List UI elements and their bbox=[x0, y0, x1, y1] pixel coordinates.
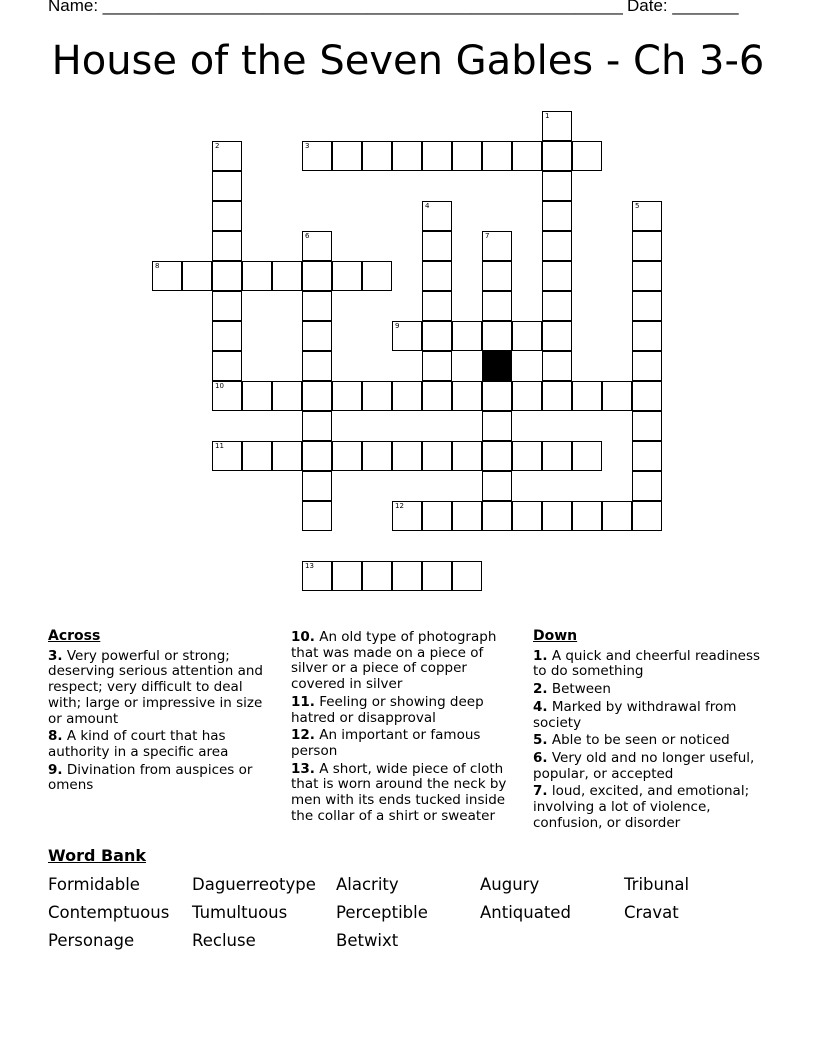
grid-cell[interactable] bbox=[302, 291, 332, 321]
grid-cell[interactable] bbox=[452, 381, 482, 411]
clue-number: 2. bbox=[533, 681, 548, 698]
grid-cell[interactable] bbox=[482, 411, 512, 441]
grid-cell[interactable] bbox=[572, 141, 602, 171]
grid-cell[interactable] bbox=[542, 501, 572, 531]
grid-cell[interactable] bbox=[242, 261, 272, 291]
clue-across-9 bbox=[48, 763, 280, 794]
clue-across-12 bbox=[291, 728, 521, 759]
grid-cell[interactable] bbox=[542, 111, 572, 141]
grid-cell[interactable] bbox=[422, 381, 452, 411]
clue-number: 1. bbox=[533, 647, 548, 664]
clue-number-label: 13 bbox=[305, 562, 314, 570]
grid-cell[interactable] bbox=[542, 201, 572, 231]
grid-cell[interactable] bbox=[512, 441, 542, 471]
grid-cell[interactable] bbox=[482, 471, 512, 501]
clue-number-label: 6 bbox=[305, 232, 310, 240]
grid-cell[interactable] bbox=[512, 501, 542, 531]
grid-cell[interactable] bbox=[602, 501, 632, 531]
word-bank-item: Tumultuous bbox=[192, 903, 288, 922]
clue-number: 10. bbox=[291, 629, 315, 645]
grid-cell[interactable] bbox=[452, 141, 482, 171]
grid-cell[interactable] bbox=[632, 261, 662, 291]
clue-down-6 bbox=[533, 751, 769, 782]
grid-cell[interactable] bbox=[242, 441, 272, 471]
grid-cell[interactable] bbox=[422, 441, 452, 471]
grid-cell[interactable] bbox=[422, 351, 452, 381]
word-bank-item: Tribunal bbox=[624, 875, 690, 894]
clue-number: 9. bbox=[48, 761, 63, 778]
grid-cell[interactable] bbox=[302, 411, 332, 441]
word-bank-item: Alacrity bbox=[336, 875, 399, 894]
word-bank-item: Personage bbox=[48, 931, 135, 950]
grid-cell[interactable] bbox=[632, 231, 662, 261]
clue-text: An old type of photograph that was made on a piece of silver or a piece of copper covered in silver bbox=[291, 629, 497, 693]
grid-cell[interactable] bbox=[392, 561, 422, 591]
grid-cell[interactable] bbox=[422, 201, 452, 231]
clue-text: Very old and no longer useful, popular, or accepted bbox=[533, 749, 755, 782]
grid-cell[interactable] bbox=[632, 411, 662, 441]
clue-down-5 bbox=[533, 733, 769, 749]
word-bank-heading: Word Bank bbox=[48, 846, 147, 865]
grid-cell[interactable] bbox=[272, 261, 302, 291]
grid-cell[interactable] bbox=[302, 321, 332, 351]
clue-number-label: 7 bbox=[485, 232, 490, 240]
grid-cell[interactable] bbox=[212, 441, 242, 471]
clue-across-11 bbox=[291, 695, 521, 726]
grid-cell[interactable] bbox=[452, 441, 482, 471]
grid-cell[interactable] bbox=[332, 381, 362, 411]
grid-cell[interactable] bbox=[482, 231, 512, 261]
clue-across-8 bbox=[48, 729, 280, 760]
clue-across-10 bbox=[291, 630, 521, 693]
clue-number-label: 12 bbox=[395, 502, 404, 510]
grid-cell[interactable] bbox=[632, 471, 662, 501]
grid-cell[interactable] bbox=[302, 261, 332, 291]
word-bank-item: Perceptible bbox=[336, 903, 428, 922]
grid-cell[interactable] bbox=[452, 321, 482, 351]
grid-cell[interactable] bbox=[422, 501, 452, 531]
clue-number-label: 3 bbox=[305, 142, 310, 150]
clue-down-4 bbox=[533, 700, 769, 731]
word-bank-item: Daguerreotype bbox=[192, 875, 316, 894]
clue-down-2 bbox=[533, 682, 769, 698]
clue-text: An important or famous person bbox=[291, 727, 481, 759]
grid-cell[interactable] bbox=[422, 231, 452, 261]
grid-cell[interactable] bbox=[302, 231, 332, 261]
grid-cell[interactable] bbox=[212, 291, 242, 321]
grid-cell[interactable] bbox=[362, 561, 392, 591]
date-label: Date: _______ bbox=[627, 0, 739, 15]
grid-cell[interactable] bbox=[632, 201, 662, 231]
grid-cell[interactable] bbox=[212, 231, 242, 261]
grid-cell[interactable] bbox=[152, 261, 182, 291]
grid-cell[interactable] bbox=[482, 501, 512, 531]
grid-cell[interactable] bbox=[632, 291, 662, 321]
grid-cell[interactable] bbox=[302, 471, 332, 501]
grid-cell[interactable] bbox=[392, 321, 422, 351]
grid-cell[interactable] bbox=[542, 351, 572, 381]
grid-cell[interactable] bbox=[632, 321, 662, 351]
grid-cell[interactable] bbox=[212, 171, 242, 201]
grid-cell[interactable] bbox=[572, 501, 602, 531]
grid-cell[interactable] bbox=[212, 201, 242, 231]
grid-cell[interactable] bbox=[422, 261, 452, 291]
grid-cell[interactable] bbox=[482, 441, 512, 471]
grid-cell[interactable] bbox=[422, 321, 452, 351]
grid-cell[interactable] bbox=[302, 141, 332, 171]
grid-cell[interactable] bbox=[392, 141, 422, 171]
clue-number-label: 1 bbox=[545, 112, 550, 120]
grid-cell[interactable] bbox=[632, 501, 662, 531]
grid-cell[interactable] bbox=[272, 441, 302, 471]
clue-text: Able to be seen or noticed bbox=[551, 732, 730, 749]
clue-text: Between bbox=[551, 681, 611, 698]
clue-text: loud, excited, and emotional; involving a lot of violence, confusion, or disorder bbox=[533, 783, 750, 831]
page-title: House of the Seven Gables - Ch 3-6 bbox=[51, 38, 765, 84]
grid-cell[interactable] bbox=[392, 501, 422, 531]
word-bank-item: Recluse bbox=[192, 931, 256, 950]
clue-number: 5. bbox=[533, 732, 548, 749]
grid-cell[interactable] bbox=[542, 171, 572, 201]
grid-cell[interactable] bbox=[392, 381, 422, 411]
clue-text: A kind of court that has authority in a specific area bbox=[48, 728, 229, 760]
grid-cell[interactable] bbox=[212, 261, 242, 291]
clue-number-label: 9 bbox=[395, 322, 400, 330]
grid-cell[interactable] bbox=[482, 261, 512, 291]
grid-cell[interactable] bbox=[542, 261, 572, 291]
grid-cell[interactable] bbox=[482, 291, 512, 321]
across-clues-col-2 bbox=[291, 630, 521, 826]
grid-cell[interactable] bbox=[512, 321, 542, 351]
grid-cell[interactable] bbox=[362, 381, 392, 411]
grid-cell[interactable] bbox=[182, 261, 212, 291]
clue-text: Divination from auspices or omens bbox=[48, 761, 253, 794]
grid-cell[interactable] bbox=[542, 381, 572, 411]
across-clues-col-1 bbox=[48, 629, 280, 796]
clue-number: 6. bbox=[533, 749, 548, 766]
grid-cell[interactable] bbox=[212, 351, 242, 381]
clue-text: Very powerful or strong; deserving serious attention and respect; very difficult to deal with; large or impressive in size or amount bbox=[48, 647, 263, 727]
grid-cell[interactable] bbox=[212, 381, 242, 411]
name-label: Name: _______________________________________________________ bbox=[48, 0, 623, 15]
grid-cell[interactable] bbox=[332, 561, 362, 591]
clue-number-label: 11 bbox=[215, 442, 224, 450]
grid-cell[interactable] bbox=[422, 291, 452, 321]
grid-cell[interactable] bbox=[242, 381, 272, 411]
grid-cell[interactable] bbox=[542, 231, 572, 261]
grid-cell[interactable] bbox=[452, 501, 482, 531]
grid-cell[interactable] bbox=[482, 141, 512, 171]
grid-cell[interactable] bbox=[632, 351, 662, 381]
grid-cell[interactable] bbox=[332, 441, 362, 471]
grid-cell[interactable] bbox=[212, 141, 242, 171]
grid-cell[interactable] bbox=[482, 321, 512, 351]
grid-cell[interactable] bbox=[302, 441, 332, 471]
clue-number: 3. bbox=[48, 647, 63, 664]
grid-cell[interactable] bbox=[212, 321, 242, 351]
clue-number: 7. bbox=[533, 783, 548, 800]
clue-number: 12. bbox=[291, 727, 315, 744]
grid-cell[interactable] bbox=[482, 381, 512, 411]
clue-text: Marked by withdrawal from society bbox=[533, 698, 737, 731]
clue-text: A quick and cheerful readiness to do something bbox=[533, 647, 761, 680]
down-heading: Down bbox=[533, 628, 578, 644]
grid-cell[interactable] bbox=[392, 441, 422, 471]
clue-number-label: 5 bbox=[635, 202, 640, 210]
clue-number: 13. bbox=[291, 760, 315, 777]
clue-text: A short, wide piece of cloth that is worn around the neck by men with its ends tucked inside the collar of a shirt or sweater bbox=[291, 760, 507, 824]
word-bank-item: Augury bbox=[480, 875, 540, 894]
grid-cell[interactable] bbox=[302, 351, 332, 381]
grid-cell[interactable] bbox=[362, 141, 392, 171]
clue-number-label: 10 bbox=[215, 382, 224, 390]
grid-cell[interactable] bbox=[542, 291, 572, 321]
grid-cell[interactable] bbox=[632, 441, 662, 471]
clue-number-label: 2 bbox=[215, 142, 220, 150]
grid-cell[interactable] bbox=[302, 561, 332, 591]
grid-cell[interactable] bbox=[332, 261, 362, 291]
word-bank-item: Betwixt bbox=[336, 931, 399, 950]
grid-cell[interactable] bbox=[272, 381, 302, 411]
clue-number-label: 8 bbox=[155, 262, 160, 270]
grid-cell[interactable] bbox=[572, 441, 602, 471]
grid-cell[interactable] bbox=[572, 381, 602, 411]
word-bank-item: Antiquated bbox=[480, 903, 571, 922]
across-heading: Across bbox=[48, 628, 101, 644]
grid-cell[interactable] bbox=[512, 381, 542, 411]
grid-cell[interactable] bbox=[542, 441, 572, 471]
clue-down-1 bbox=[533, 649, 769, 680]
clue-text: Feeling or showing deep hatred or disapproval bbox=[291, 693, 484, 726]
clue-across-13 bbox=[291, 762, 521, 825]
clue-number-label: 4 bbox=[425, 202, 430, 210]
grid-cell[interactable] bbox=[422, 561, 452, 591]
clue-number: 8. bbox=[48, 728, 63, 745]
grid-cell[interactable] bbox=[632, 381, 662, 411]
grid-cell[interactable] bbox=[422, 141, 452, 171]
grid-cell[interactable] bbox=[362, 261, 392, 291]
grid-cell[interactable] bbox=[542, 321, 572, 351]
black-cell bbox=[482, 351, 512, 381]
grid-cell[interactable] bbox=[512, 141, 542, 171]
grid-cell[interactable] bbox=[362, 441, 392, 471]
clue-down-7 bbox=[533, 784, 769, 831]
grid-cell[interactable] bbox=[332, 141, 362, 171]
word-bank-item: Contemptuous bbox=[48, 903, 170, 922]
down-clues-col bbox=[533, 629, 769, 833]
grid-cell[interactable] bbox=[452, 561, 482, 591]
grid-cell[interactable] bbox=[302, 501, 332, 531]
clue-across-3 bbox=[48, 649, 280, 728]
word-bank-item: Formidable bbox=[48, 875, 140, 894]
grid-cell[interactable] bbox=[302, 381, 332, 411]
word-bank-item: Cravat bbox=[624, 903, 679, 922]
grid-cell[interactable] bbox=[542, 141, 572, 171]
clue-number: 4. bbox=[533, 698, 548, 715]
clue-number: 11. bbox=[291, 693, 315, 710]
grid-cell[interactable] bbox=[602, 381, 632, 411]
